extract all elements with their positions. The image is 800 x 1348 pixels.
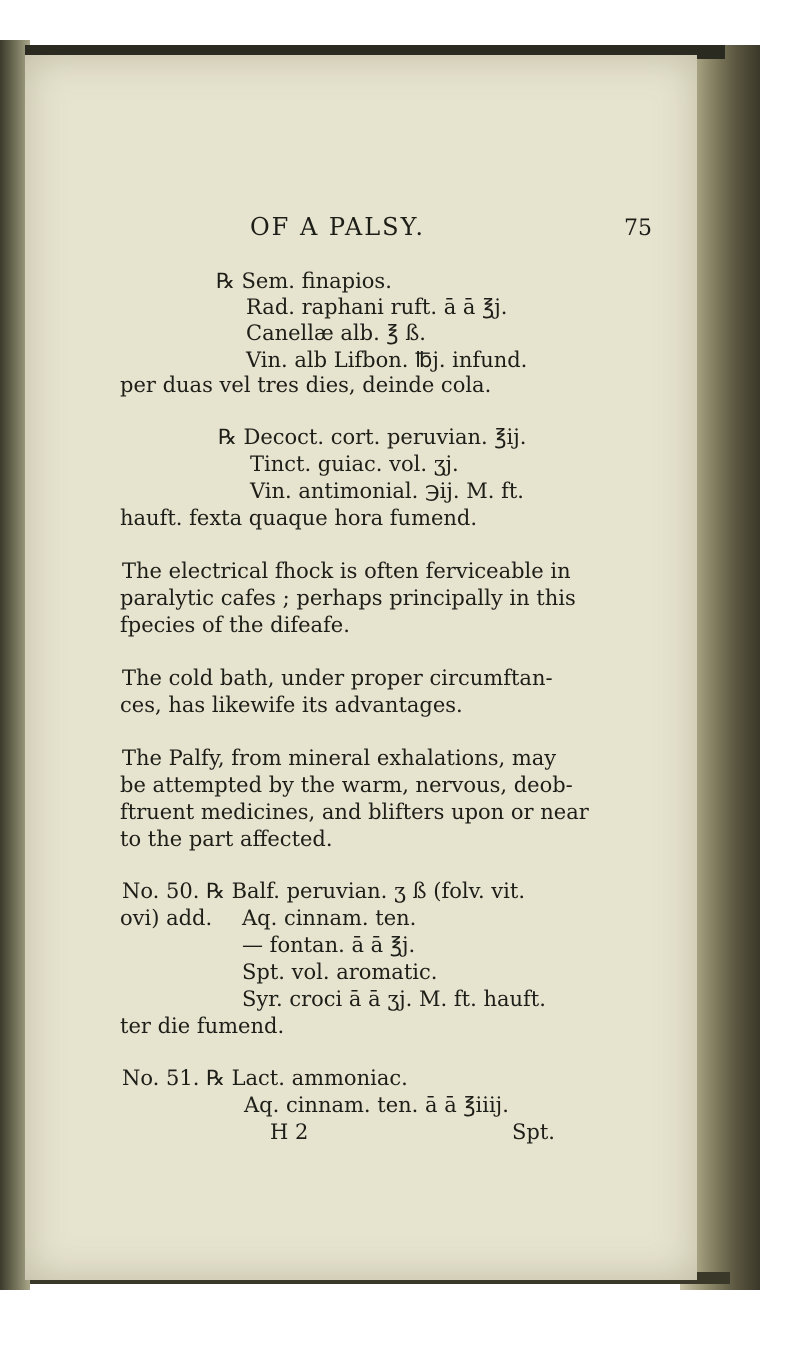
text-line: ces, has likewife its advantages. [120, 693, 463, 717]
text-line: Syr. croci ā ā ʒj. M. ft. hauft. [242, 987, 546, 1011]
text-line: The cold bath, under proper circumftan- [122, 666, 553, 690]
text-line: Canellæ alb. ℥ ß. [246, 321, 426, 345]
signature-mark: H 2 [270, 1120, 309, 1144]
text-line: Rad. raphani ruft. ā ā ℥j. [246, 295, 508, 319]
text-line: ftruent medicines, and blifters upon or near [120, 800, 589, 824]
text-line: hauft. fexta quaque hora fumend. [120, 506, 478, 530]
text-line: ℞ Decoct. cort. peruvian. ℥ij. [218, 425, 527, 449]
text-line: to the part affected. [120, 827, 333, 851]
text-line: No. 51. ℞ Lact. ammoniac. [122, 1066, 408, 1090]
text-line: The electrical fhock is often ferviceable in [122, 559, 571, 583]
catchword: Spt. [512, 1120, 555, 1144]
text-line: ℞ Sem. finapios. [216, 269, 392, 293]
text-line: The Palfy, from mineral exhalations, may [122, 746, 557, 770]
text-line: No. 50. ℞ Balf. peruvian. ʒ ß (folv. vit. [122, 879, 525, 903]
text-line: Aq. cinnam. ten. ā ā ℥iiij. [244, 1093, 509, 1117]
running-head: OF A PALSY. [250, 213, 425, 241]
text-line: paralytic cafes ; perhaps principally in this [120, 586, 576, 610]
text-line: per duas vel tres dies, deinde cola. [120, 373, 492, 397]
text-line: Vin. antimonial. ℈ij. M. ft. [250, 479, 524, 503]
text-line: fpecies of the difeafe. [120, 613, 350, 637]
page-number: 75 [624, 216, 652, 241]
text-line: be attempted by the warm, nervous, deob- [120, 773, 573, 797]
text-line: Vin. alb Lifbon. ℔j. infund. [246, 348, 528, 372]
text-line: — fontan. ā ā ℥j. [242, 933, 416, 957]
text-line: ter die fumend. [120, 1014, 285, 1038]
text-line: Aq. cinnam. ten. [242, 906, 417, 930]
text-line: Spt. vol. aromatic. [242, 960, 438, 984]
text-line: ovi) add. [120, 906, 213, 930]
text-line: Tinct. guiac. vol. ʒj. [250, 452, 459, 476]
